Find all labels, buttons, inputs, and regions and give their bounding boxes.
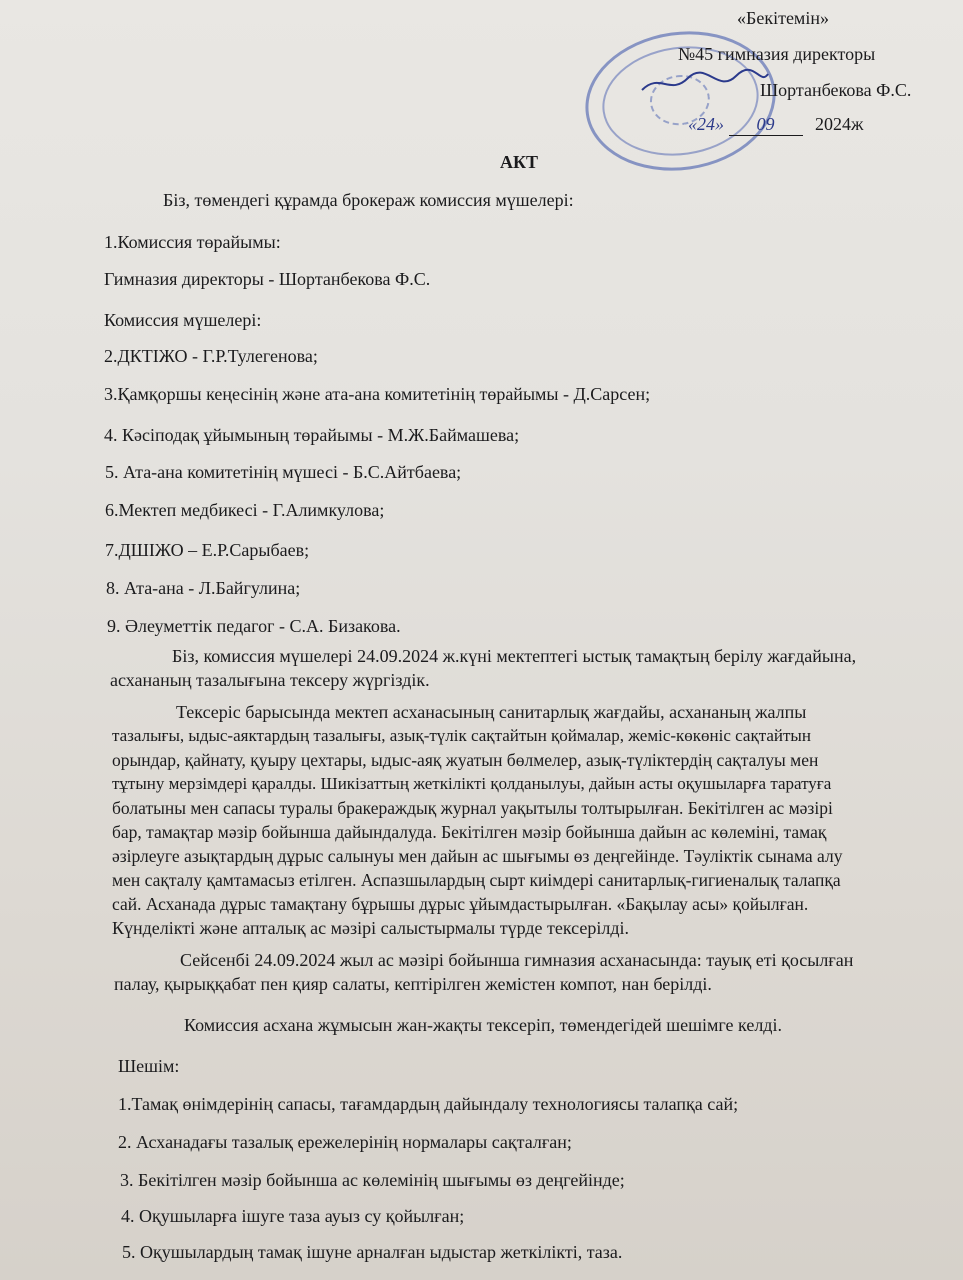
member-line: Комиссия мүшелері: xyxy=(104,310,262,330)
member-line: 8. Ата-ана - Л.Байгулина; xyxy=(106,578,301,598)
member-line: 5. Ата-ана комитетінің мүшесі - Б.С.Айтбаева; xyxy=(105,462,462,482)
approval-date-year: 2024ж xyxy=(815,114,864,134)
paragraph-line: Комиссия асхана жұмысын жан-жақты тексеріп, төмендегідей шешімге келді. xyxy=(184,1015,782,1035)
member-line: 7.ДШІЖО – Е.Р.Сарыбаев; xyxy=(105,540,310,560)
decision-item: 3. Бекітілген мәзір бойынша ас көлемінің шығымы өз деңгейінде; xyxy=(120,1170,625,1190)
paragraph-line: мен сақталу қамтамасыз етілген. Аспазшылардың сырт киімдері санитарлық-гигиеналық талапқа xyxy=(112,870,841,890)
decision-item: 5. Оқушылардың тамақ ішуне арналған ыдыстар жеткілікті, таза. xyxy=(122,1242,623,1262)
paragraph-line: тазалығы, ыдыс-аяктардың тазалығы, азық-түлік сақтайтын қоймалар, жеміс-көкөніс сақтайтын xyxy=(112,726,811,745)
approval-position: №45 гимназия директоры xyxy=(678,44,876,64)
intro-text: Біз, төмендегі құрамда брокераж комиссия мүшелері: xyxy=(163,190,574,210)
member-line: 3.Қамқоршы кеңесінің және ата-ана комитетінің төрайымы - Д.Сарсен; xyxy=(104,384,651,404)
director-signature xyxy=(640,68,770,98)
member-line: 4. Кәсіподақ ұйымының төрайымы - М.Ж.Баймашева; xyxy=(104,425,520,445)
member-line: 9. Әлеуметтік педагог - С.А. Бизакова. xyxy=(107,616,401,636)
paragraph-line: палау, қырыққабат пен қияр салаты, кептірілген жемістен компот, нан берілді. xyxy=(114,974,712,994)
paragraph-line: орындар, қайнату, қуыру цехтары, ыдыс-аяқ жуатын бөлмелер, азық-түліктердің сақталуы мен xyxy=(112,750,819,770)
decision-item: 4. Оқушыларға ішуге таза ауыз су қойылған; xyxy=(121,1206,465,1226)
paragraph-line: Біз, комиссия мүшелері 24.09.2024 ж.күні мектептегі ыстық тамақтың берілу жағдайына, xyxy=(172,646,857,666)
member-line: 1.Комиссия төрайымы: xyxy=(104,232,281,252)
paragraph-line: болатыны мен сапасы туралы бракераждық журнал уақытылы толтырылған. Бекітілген ас мәзірі xyxy=(112,798,833,818)
decision-title: Шешім: xyxy=(118,1056,180,1076)
member-line: 2.ДКТІЖО - Г.Р.Тулегенова; xyxy=(104,346,318,366)
paragraph-line: Тексеріс барысында мектеп асханасының санитарлық жағдайы, асхананың жалпы xyxy=(176,702,807,722)
approval-date-month: 09 xyxy=(729,114,803,136)
approval-label: «Бекітемін» xyxy=(737,8,829,28)
paragraph-line: бар, тамақтар мәзір бойынша дайындалуда. Бекітілген мәзір бойынша дайын ас көлеміні, тамақ xyxy=(112,822,827,842)
paragraph-line: асхананың тазалығына тексеру жүргіздік. xyxy=(110,670,430,690)
approval-director-name: Шортанбекова Ф.С. xyxy=(760,80,912,100)
document-title: АКТ xyxy=(500,152,539,172)
approval-date-day: «24» xyxy=(688,114,724,134)
decision-item: 1.Тамақ өнімдерінің сапасы, тағамдардың дайындалу технологиясы талапқа сай; xyxy=(118,1094,739,1114)
member-line: 6.Мектеп медбикесі - Г.Алимкулова; xyxy=(105,500,385,520)
member-line: Гимназия директоры - Шортанбекова Ф.С. xyxy=(104,269,431,289)
paragraph-line: Күнделікті және апталық ас мәзірі салыстырмалы түрде тексерілді. xyxy=(112,918,629,938)
paragraph-line: тұтыну мерзімдері қаралды. Шикізаттың жеткілікті қолданылуы, дайын асты оқушыларға таратуға xyxy=(112,774,832,793)
decision-item: 2. Асханадағы тазалық ережелерінің нормалары сақталған; xyxy=(118,1132,572,1152)
paragraph-line: әзірлеуге азықтардың дұрыс салынуы мен дайын ас шығымы өз деңгейінде. Тәуліктік сынама алу xyxy=(112,846,843,866)
paragraph-line: Сейсенбі 24.09.2024 жыл ас мәзірі бойынша гимназия асханасында: тауық еті қосылған xyxy=(180,950,854,970)
paragraph-line: сай. Асханада дұрыс тамақтану бұрышы дұрыс ұйымдастырылған. «Бақылау асы» қойылған. xyxy=(112,894,809,914)
approval-date xyxy=(688,114,863,136)
